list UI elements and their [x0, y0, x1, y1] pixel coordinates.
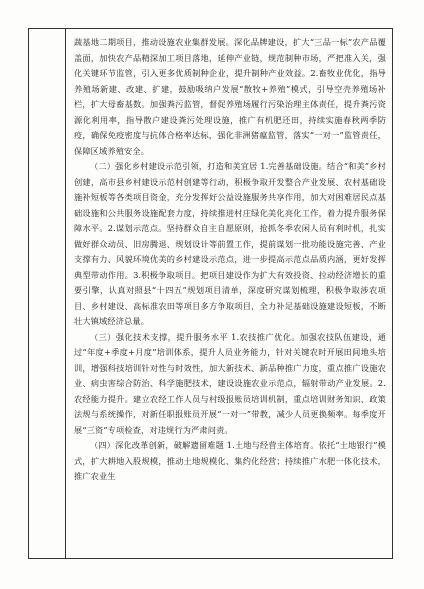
table-frame: [28, 28, 393, 559]
paragraph-livestock: 蔬基地二期项目，推动设施农业集群发展。深化品牌建设，扩大“三品一标”农产品覆盖面，加快农产品精深加工项目落地，延伸产业链，规范制种市场，严把准入关，强化关键环节监管，引入更多优质制种企业，提升制种产业效益。2.畜牧业优化，指导养殖场新建、改建、扩建，鼓励吸纳户发展“散牧+养殖”模式，引导空壳养殖场补栏，扩大母畜基数。加强粪污监管，督促养殖场履行污染治理主体责任，提升粪污资源化利用率，指导散户建设粪污处理设施，推广有机肥还田，持续实施春秋两季防疫，确保免疫密度与抗体合格率达标，强化非洲猪瘟监管，落实“一对一”监管责任，保障区域养殖安全。: [74, 37, 386, 156]
column-divider: [65, 29, 66, 558]
paragraph-rural-construction: （二）强化乡村建设示范引领，打造和美宜居 1.完善基础设施。结合“和美”乡村创建，高市县乡村建设示范村创建等行动，积极争取开发整合产业发展、农村基础设施补短板等各类项目资金，充分发挥好公益设施服务共享作用，加大对困难居民点基础设施和公共服务设施配套力度，持续推进村庄绿化美化亮化工作，着力提升服务保障水平。2.谋划示范点。坚持群众自主自愿原则，抢抓冬季农闲人员有利时机，扎实做好群众动员、旧房腾退、规划设计等前置工作，提前谋划一批功能设施完善、产业支撑有力、风貌环境优美的乡村建设示范点，进一步提高示范点品质内涵，更好发挥典型带动作用。3.积极争取项目。把项目建设作为扩大有效投资、拉动经济增长的重要引擎，认真对照县“十四五”规划项目清单，深度研究谋划梳理，积极争取涉农项目、乡村建设、高标准农田等项目多方争取项目，全力补足基础设施建设短板，不断壮大镇域经济总量。: [74, 161, 386, 326]
paragraph-reform-innovation: （四）深化改革创新，破解遗留难题 1.土地与经营主体培育。依托“土地银行”模式，扩大耕地入股规模，推动土地规模化、集约化经营；持续推广水肥一体化技术，推广农业生: [74, 440, 386, 481]
paragraph-technical-support: （三）强化技术支撑，提升服务水平 1.农技推广优化。加强农技队伍建设，通过“年度+季度+月度”培训体系，提升人员业务能力，针对关键农时开展田间地头培训，增强科技培训针对性与时效性，加大新技术、新品种推广力度，重点推广设施农业、病虫害综合防治、科学施肥技术，建设设施农业示范点，辐射带动产业发展。2.农经能力提升。建立农经工作人员与村级报账员培训机制，重点培训财务知识、政策法规与系统操作，对新任职报账员开展“一对一”带教，减少人员更换频率。每季度开展“三资”专项检查，对违规行为严肃问责。: [74, 331, 386, 435]
table-content-cell: [74, 35, 386, 485]
